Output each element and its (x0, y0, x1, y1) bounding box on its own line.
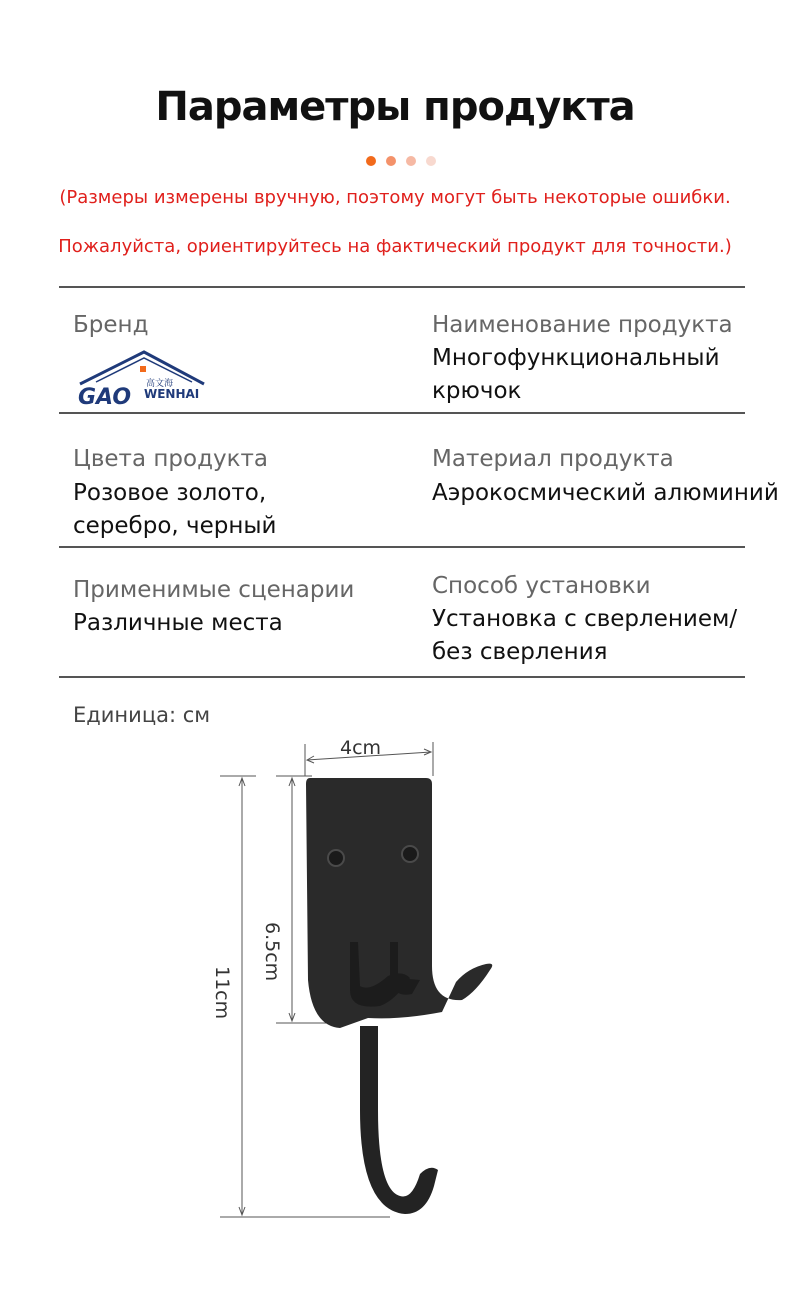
width-dimension: 4cm (340, 737, 382, 759)
brand-label: Бренд (73, 312, 149, 338)
scenario-label: Применимые сценарии (73, 577, 355, 603)
hook-illustration (306, 778, 492, 1214)
dot-4 (426, 156, 436, 166)
product-name-line-2: крючок (432, 378, 522, 404)
dot-1 (366, 156, 376, 166)
colors-line-2: серебро, черный (73, 513, 277, 539)
logo-chinese-text: 高文海 (146, 379, 174, 389)
scenario-value: Различные места (73, 610, 283, 636)
product-name-label: Наименование продукта (432, 312, 733, 338)
logo-wordmark: WENHAI (144, 387, 200, 401)
brand-logo (76, 348, 206, 408)
divider (59, 286, 745, 288)
screw-icon (402, 846, 418, 862)
notice-line-2: Пожалуйста, ориентируйтесь на фактический продукт для точности.) (58, 236, 732, 257)
colors-line-1: Розовое золото, (73, 480, 267, 506)
plate-height-dimension: 6.5cm (261, 922, 283, 982)
dot-3 (406, 156, 416, 166)
installation-label: Способ установки (432, 573, 651, 599)
divider (59, 412, 745, 414)
notice-line-1: (Размеры измерены вручную, поэтому могут быть некоторые ошибки. (59, 187, 731, 208)
unit-label: Единица: см (73, 703, 211, 727)
installation-line-1: Установка с сверлением/ (432, 606, 738, 632)
screw-icon (328, 850, 344, 866)
product-name-line-1: Многофункциональный (432, 345, 720, 371)
divider (59, 546, 745, 548)
page-title: Параметры продукта (155, 84, 635, 130)
total-height-dimension: 11cm (211, 966, 233, 1020)
divider (59, 676, 745, 678)
logo-mark: GAO (78, 385, 132, 408)
dot-2 (386, 156, 396, 166)
installation-line-2: без сверления (432, 639, 608, 665)
hook-dimension-diagram (200, 730, 520, 1230)
title-decoration-dots (366, 156, 436, 166)
material-label: Материал продукта (432, 446, 674, 472)
colors-label: Цвета продукта (73, 446, 268, 472)
material-value: Аэрокосмический алюминий (432, 480, 779, 506)
